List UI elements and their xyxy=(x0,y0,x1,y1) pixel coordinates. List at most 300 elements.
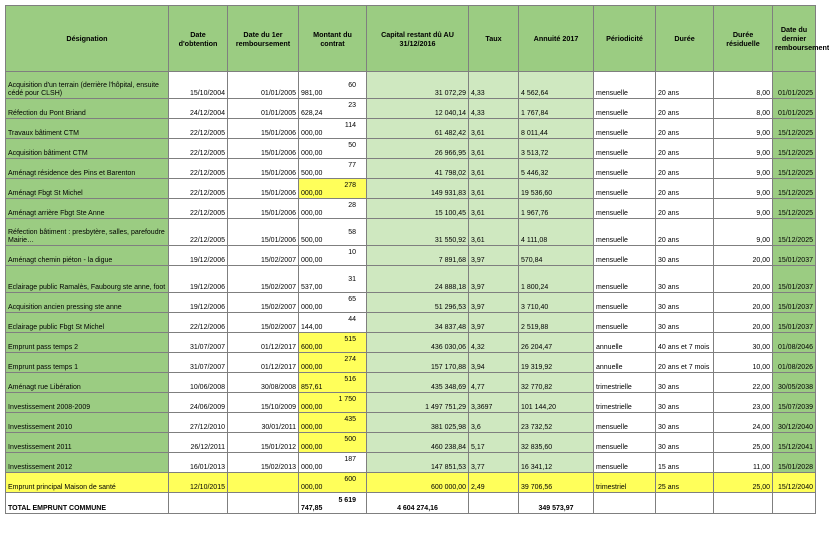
cell-dernier: 15/12/2040 xyxy=(773,473,816,493)
cell-duree-residuelle: 11,00 xyxy=(714,453,773,473)
cell-duree: 30 ans xyxy=(656,413,714,433)
cell-date-premier: 15/01/2006 xyxy=(228,199,299,219)
cell-designation: Eclairage public Ramalès, Faubourg ste anne, foot xyxy=(6,266,169,293)
montant-low: 000,00 xyxy=(301,404,323,411)
cell-annuite: 5 446,32 xyxy=(519,159,594,179)
cell-taux: 3,61 xyxy=(469,219,519,246)
cell-duree-residuelle: 9,00 xyxy=(714,179,773,199)
table-row xyxy=(6,72,816,99)
cell-date-obtention: 24/06/2009 xyxy=(169,393,228,413)
cell-montant xyxy=(299,293,367,313)
cell-capital: 31 550,92 xyxy=(367,219,469,246)
cell-date-obtention: 19/12/2006 xyxy=(169,293,228,313)
cell-designation: Aménagt chemin piéton - la digue xyxy=(6,246,169,266)
cell-periodicite: mensuelle xyxy=(594,453,656,473)
cell-designation: Acquisition d'un terrain (derrière l'hôpital, ensuite cédé pour CLSH) xyxy=(6,72,169,99)
cell-montant xyxy=(299,313,367,333)
cell-montant xyxy=(299,159,367,179)
montant-low: 000,00 xyxy=(301,190,323,197)
cell-periodicite: annuelle xyxy=(594,353,656,373)
cell-duree-residuelle: 20,00 xyxy=(714,266,773,293)
cell-dernier: 15/12/2025 xyxy=(773,119,816,139)
montant-high: 500 xyxy=(344,436,356,443)
cell-dernier: 15/07/2039 xyxy=(773,393,816,413)
cell-duree: 20 ans xyxy=(656,72,714,99)
cell-montant xyxy=(299,373,367,393)
cell-taux: 3,61 xyxy=(469,179,519,199)
cell-date-obtention: 12/10/2015 xyxy=(169,473,228,493)
cell-dernier: 30/12/2040 xyxy=(773,413,816,433)
cell-designation: Réfection bâtiment : presbytère, salles, parefoudre Mairie… xyxy=(6,219,169,246)
montant-low: 000,00 xyxy=(301,150,323,157)
cell-capital: 24 888,18 xyxy=(367,266,469,293)
cell-duree-residuelle: 25,00 xyxy=(714,473,773,493)
cell-taux: 5,17 xyxy=(469,433,519,453)
cell-annuite: 19 319,92 xyxy=(519,353,594,373)
cell-periodicite: mensuelle xyxy=(594,139,656,159)
cell-capital: 1 497 751,29 xyxy=(367,393,469,413)
total-montant-low: 747,85 xyxy=(301,505,323,512)
cell-dernier: 15/01/2037 xyxy=(773,266,816,293)
montant-low: 000,00 xyxy=(301,130,323,137)
loan-table-body xyxy=(6,72,816,514)
cell-duree: 15 ans xyxy=(656,453,714,473)
montant-low: 000,00 xyxy=(301,444,323,451)
cell-capital: 149 931,83 xyxy=(367,179,469,199)
cell-taux: 4,77 xyxy=(469,373,519,393)
cell-capital: 61 482,42 xyxy=(367,119,469,139)
cell-date-obtention: 22/12/2005 xyxy=(169,199,228,219)
cell-designation: Acquisition bâtiment CTM xyxy=(6,139,169,159)
header-date-premier: Date du 1er remboursement xyxy=(228,6,299,72)
cell-periodicite: mensuelle xyxy=(594,219,656,246)
header-dernier: Date du dernier remboursement xyxy=(773,6,816,72)
montant-low: 000,00 xyxy=(301,424,323,431)
cell-duree: 40 ans et 7 mois xyxy=(656,333,714,353)
cell-periodicite: annuelle xyxy=(594,333,656,353)
cell-designation: Investissement 2012 xyxy=(6,453,169,473)
cell-date-premier: 01/12/2017 xyxy=(228,333,299,353)
montant-high: 274 xyxy=(344,356,356,363)
cell-duree-residuelle: 20,00 xyxy=(714,246,773,266)
montant-low: 000,00 xyxy=(301,210,323,217)
cell-date-premier: 01/01/2005 xyxy=(228,72,299,99)
total-empty-5 xyxy=(469,493,519,514)
cell-periodicite: mensuelle xyxy=(594,313,656,333)
cell-annuite: 39 706,56 xyxy=(519,473,594,493)
cell-capital: 147 851,53 xyxy=(367,453,469,473)
cell-montant xyxy=(299,393,367,413)
cell-duree-residuelle: 23,00 xyxy=(714,393,773,413)
cell-duree: 20 ans xyxy=(656,199,714,219)
cell-dernier: 15/12/2025 xyxy=(773,199,816,219)
montant-low: 000,00 xyxy=(301,464,323,471)
montant-low: 628,24 xyxy=(301,110,323,117)
table-row xyxy=(6,333,816,353)
montant-high: 28 xyxy=(348,202,356,209)
header-date-obtention: Date d'obtention xyxy=(169,6,228,72)
cell-duree: 30 ans xyxy=(656,393,714,413)
cell-periodicite: mensuelle xyxy=(594,246,656,266)
cell-annuite: 16 341,12 xyxy=(519,453,594,473)
montant-high: 44 xyxy=(348,316,356,323)
montant-high: 435 xyxy=(344,416,356,423)
header-duree-residuelle: Durée résiduelle xyxy=(714,6,773,72)
cell-date-obtention: 24/12/2004 xyxy=(169,99,228,119)
cell-duree: 20 ans xyxy=(656,219,714,246)
montant-high: 60 xyxy=(348,82,356,89)
cell-taux: 3,77 xyxy=(469,453,519,473)
total-empty-7 xyxy=(594,493,656,514)
montant-low: 981,00 xyxy=(301,90,323,97)
cell-duree: 20 ans et 7 mois xyxy=(656,353,714,373)
table-row xyxy=(6,179,816,199)
cell-taux: 4,32 xyxy=(469,333,519,353)
cell-duree-residuelle: 9,00 xyxy=(714,219,773,246)
cell-duree-residuelle: 22,00 xyxy=(714,373,773,393)
cell-date-obtention: 31/07/2007 xyxy=(169,353,228,373)
cell-date-premier xyxy=(228,473,299,493)
loan-table-container xyxy=(5,5,829,514)
cell-taux: 4,33 xyxy=(469,72,519,99)
table-row xyxy=(6,293,816,313)
cell-dernier: 15/01/2037 xyxy=(773,246,816,266)
total-empty-8 xyxy=(656,493,714,514)
montant-high: 114 xyxy=(344,122,356,129)
cell-designation: Investissement 2011 xyxy=(6,433,169,453)
cell-montant xyxy=(299,473,367,493)
cell-date-obtention: 16/01/2013 xyxy=(169,453,228,473)
cell-capital: 15 100,45 xyxy=(367,199,469,219)
cell-montant xyxy=(299,179,367,199)
cell-taux: 3,94 xyxy=(469,353,519,373)
cell-date-premier: 15/01/2012 xyxy=(228,433,299,453)
cell-date-premier: 01/12/2017 xyxy=(228,353,299,373)
cell-annuite: 3 710,40 xyxy=(519,293,594,313)
cell-date-premier: 15/01/2006 xyxy=(228,139,299,159)
cell-date-premier: 01/01/2005 xyxy=(228,99,299,119)
cell-capital: 460 238,84 xyxy=(367,433,469,453)
cell-date-premier: 15/01/2006 xyxy=(228,219,299,246)
cell-annuite: 26 204,47 xyxy=(519,333,594,353)
cell-designation: Investissement 2008-2009 xyxy=(6,393,169,413)
cell-date-obtention: 22/12/2005 xyxy=(169,159,228,179)
cell-capital: 600 000,00 xyxy=(367,473,469,493)
cell-duree-residuelle: 25,00 xyxy=(714,433,773,453)
cell-annuite: 1 800,24 xyxy=(519,266,594,293)
montant-high: 50 xyxy=(348,142,356,149)
cell-montant xyxy=(299,333,367,353)
cell-annuite: 4 562,64 xyxy=(519,72,594,99)
cell-date-premier: 15/02/2013 xyxy=(228,453,299,473)
cell-duree-residuelle: 20,00 xyxy=(714,293,773,313)
cell-dernier: 01/01/2025 xyxy=(773,72,816,99)
montant-low: 000,00 xyxy=(301,257,323,264)
total-row xyxy=(6,493,816,514)
cell-date-premier: 15/02/2007 xyxy=(228,293,299,313)
table-row xyxy=(6,99,816,119)
header-annuite: Annuité 2017 xyxy=(519,6,594,72)
cell-duree-residuelle: 9,00 xyxy=(714,199,773,219)
montant-low: 500,00 xyxy=(301,170,323,177)
cell-duree-residuelle: 20,00 xyxy=(714,313,773,333)
cell-designation: Emprunt principal Maison de santé xyxy=(6,473,169,493)
cell-annuite: 1 967,76 xyxy=(519,199,594,219)
cell-duree: 30 ans xyxy=(656,373,714,393)
montant-low: 144,00 xyxy=(301,324,323,331)
table-row xyxy=(6,159,816,179)
table-row xyxy=(6,373,816,393)
cell-dernier: 15/12/2025 xyxy=(773,219,816,246)
cell-duree-residuelle: 9,00 xyxy=(714,119,773,139)
table-row xyxy=(6,219,816,246)
cell-designation: Investissement 2010 xyxy=(6,413,169,433)
cell-date-obtention: 22/12/2005 xyxy=(169,219,228,246)
cell-montant xyxy=(299,119,367,139)
cell-date-obtention: 19/12/2006 xyxy=(169,246,228,266)
cell-montant xyxy=(299,413,367,433)
table-row xyxy=(6,119,816,139)
cell-capital: 381 025,98 xyxy=(367,413,469,433)
cell-date-obtention: 27/12/2010 xyxy=(169,413,228,433)
cell-periodicite: trimestrielle xyxy=(594,373,656,393)
total-empty-2 xyxy=(228,493,299,514)
cell-duree: 20 ans xyxy=(656,159,714,179)
cell-annuite: 23 732,52 xyxy=(519,413,594,433)
cell-date-premier: 30/01/2011 xyxy=(228,413,299,433)
cell-dernier: 15/12/2025 xyxy=(773,159,816,179)
cell-taux: 2,49 xyxy=(469,473,519,493)
montant-low: 500,00 xyxy=(301,237,323,244)
table-row xyxy=(6,473,816,493)
cell-montant xyxy=(299,246,367,266)
cell-annuite: 19 536,60 xyxy=(519,179,594,199)
cell-taux: 3,6 xyxy=(469,413,519,433)
cell-taux: 3,61 xyxy=(469,119,519,139)
cell-designation: Aménagt résidence des Pins et Barenton xyxy=(6,159,169,179)
cell-periodicite: mensuelle xyxy=(594,433,656,453)
cell-date-obtention: 19/12/2006 xyxy=(169,266,228,293)
cell-date-obtention: 22/12/2005 xyxy=(169,179,228,199)
cell-capital: 51 296,53 xyxy=(367,293,469,313)
cell-date-premier: 15/02/2007 xyxy=(228,313,299,333)
loan-table xyxy=(5,5,829,514)
cell-taux: 3,97 xyxy=(469,246,519,266)
cell-periodicite: mensuelle xyxy=(594,119,656,139)
montant-high: 278 xyxy=(344,182,356,189)
cell-montant xyxy=(299,199,367,219)
cell-date-premier: 15/01/2006 xyxy=(228,119,299,139)
cell-taux: 3,3697 xyxy=(469,393,519,413)
cell-periodicite: mensuelle xyxy=(594,266,656,293)
cell-designation: Emprunt pass temps 1 xyxy=(6,353,169,373)
cell-periodicite: mensuelle xyxy=(594,199,656,219)
cell-dernier: 15/12/2041 xyxy=(773,433,816,453)
header-row xyxy=(6,6,816,72)
total-montant-high: 5 619 xyxy=(338,497,356,504)
cell-periodicite: mensuelle xyxy=(594,159,656,179)
montant-high: 1 750 xyxy=(338,396,356,403)
cell-taux: 3,61 xyxy=(469,199,519,219)
cell-annuite: 32 770,82 xyxy=(519,373,594,393)
header-capital: Capital restant dû AU 31/12/2016 xyxy=(367,6,469,72)
cell-capital: 41 798,02 xyxy=(367,159,469,179)
header-taux: Taux xyxy=(469,6,519,72)
cell-capital: 34 837,48 xyxy=(367,313,469,333)
cell-designation: Aménagt Fbgt St Michel xyxy=(6,179,169,199)
cell-annuite: 3 513,72 xyxy=(519,139,594,159)
header-montant: Montant du contrat xyxy=(299,6,367,72)
montant-low: 000,00 xyxy=(301,484,323,491)
cell-duree-residuelle: 30,00 xyxy=(714,333,773,353)
cell-capital: 435 348,69 xyxy=(367,373,469,393)
cell-designation: Aménagt arrière Fbgt Ste Anne xyxy=(6,199,169,219)
montant-low: 000,00 xyxy=(301,364,323,371)
montant-high: 58 xyxy=(348,229,356,236)
cell-capital: 26 966,95 xyxy=(367,139,469,159)
montant-high: 77 xyxy=(348,162,356,169)
cell-dernier: 15/01/2037 xyxy=(773,293,816,313)
cell-date-premier: 15/02/2007 xyxy=(228,266,299,293)
cell-annuite: 4 111,08 xyxy=(519,219,594,246)
table-row xyxy=(6,393,816,413)
cell-duree: 20 ans xyxy=(656,179,714,199)
cell-periodicite: mensuelle xyxy=(594,179,656,199)
cell-designation: Acquisition ancien pressing ste anne xyxy=(6,293,169,313)
table-row xyxy=(6,413,816,433)
cell-dernier: 15/12/2025 xyxy=(773,179,816,199)
cell-duree: 20 ans xyxy=(656,139,714,159)
montant-high: 31 xyxy=(348,276,356,283)
cell-date-premier: 15/01/2006 xyxy=(228,179,299,199)
cell-taux: 3,61 xyxy=(469,139,519,159)
cell-periodicite: trimestriel xyxy=(594,473,656,493)
cell-montant xyxy=(299,266,367,293)
cell-annuite: 1 767,84 xyxy=(519,99,594,119)
cell-periodicite: mensuelle xyxy=(594,99,656,119)
table-row xyxy=(6,353,816,373)
cell-montant xyxy=(299,139,367,159)
cell-date-obtention: 22/12/2005 xyxy=(169,139,228,159)
table-row xyxy=(6,266,816,293)
cell-capital: 436 030,06 xyxy=(367,333,469,353)
cell-date-premier: 15/10/2009 xyxy=(228,393,299,413)
cell-duree: 30 ans xyxy=(656,433,714,453)
cell-capital: 12 040,14 xyxy=(367,99,469,119)
montant-high: 10 xyxy=(348,249,356,256)
cell-designation: Travaux bâtiment CTM xyxy=(6,119,169,139)
montant-high: 516 xyxy=(344,376,356,383)
cell-dernier: 30/05/2038 xyxy=(773,373,816,393)
cell-dernier: 01/08/2046 xyxy=(773,333,816,353)
table-row xyxy=(6,246,816,266)
total-empty-10 xyxy=(773,493,816,514)
cell-annuite: 8 011,44 xyxy=(519,119,594,139)
cell-date-premier: 30/08/2008 xyxy=(228,373,299,393)
cell-duree: 20 ans xyxy=(656,119,714,139)
table-row xyxy=(6,433,816,453)
total-empty-1 xyxy=(169,493,228,514)
cell-date-obtention: 26/12/2011 xyxy=(169,433,228,453)
cell-taux: 3,61 xyxy=(469,159,519,179)
cell-montant xyxy=(299,99,367,119)
cell-duree-residuelle: 9,00 xyxy=(714,139,773,159)
cell-date-obtention: 22/12/2005 xyxy=(169,119,228,139)
table-row xyxy=(6,199,816,219)
cell-periodicite: trimestrielle xyxy=(594,393,656,413)
cell-duree-residuelle: 8,00 xyxy=(714,72,773,99)
cell-capital: 157 170,88 xyxy=(367,353,469,373)
cell-duree: 30 ans xyxy=(656,246,714,266)
cell-dernier: 15/01/2028 xyxy=(773,453,816,473)
cell-designation: Réfection du Pont Briand xyxy=(6,99,169,119)
cell-duree: 30 ans xyxy=(656,293,714,313)
cell-annuite: 32 835,60 xyxy=(519,433,594,453)
cell-designation: Aménagt rue Libération xyxy=(6,373,169,393)
cell-dernier: 15/12/2025 xyxy=(773,139,816,159)
montant-high: 515 xyxy=(344,336,356,343)
cell-date-premier: 15/01/2006 xyxy=(228,159,299,179)
cell-duree-residuelle: 9,00 xyxy=(714,159,773,179)
cell-taux: 4,33 xyxy=(469,99,519,119)
cell-periodicite: mensuelle xyxy=(594,413,656,433)
montant-high: 23 xyxy=(348,102,356,109)
montant-high: 65 xyxy=(348,296,356,303)
header-duree: Durée xyxy=(656,6,714,72)
cell-dernier: 01/08/2026 xyxy=(773,353,816,373)
cell-montant xyxy=(299,433,367,453)
table-row xyxy=(6,453,816,473)
cell-montant xyxy=(299,353,367,373)
cell-duree: 20 ans xyxy=(656,99,714,119)
cell-capital: 31 072,29 xyxy=(367,72,469,99)
cell-capital: 7 891,68 xyxy=(367,246,469,266)
cell-dernier: 01/01/2025 xyxy=(773,99,816,119)
montant-high: 600 xyxy=(344,476,356,483)
cell-duree: 25 ans xyxy=(656,473,714,493)
cell-duree: 30 ans xyxy=(656,313,714,333)
cell-montant xyxy=(299,219,367,246)
table-row xyxy=(6,313,816,333)
cell-montant xyxy=(299,72,367,99)
cell-duree-residuelle: 8,00 xyxy=(714,99,773,119)
total-annuite: 349 573,97 xyxy=(519,493,594,514)
montant-low: 537,00 xyxy=(301,284,323,291)
cell-designation: Eclairage public Fbgt St Michel xyxy=(6,313,169,333)
cell-taux: 3,97 xyxy=(469,266,519,293)
cell-duree: 30 ans xyxy=(656,266,714,293)
cell-periodicite: mensuelle xyxy=(594,293,656,313)
cell-taux: 3,97 xyxy=(469,313,519,333)
cell-date-premier: 15/02/2007 xyxy=(228,246,299,266)
cell-taux: 3,97 xyxy=(469,293,519,313)
total-montant xyxy=(299,493,367,514)
montant-low: 000,00 xyxy=(301,304,323,311)
total-label: TOTAL EMPRUNT COMMUNE xyxy=(6,493,169,514)
cell-date-obtention: 10/06/2008 xyxy=(169,373,228,393)
cell-periodicite: mensuelle xyxy=(594,72,656,99)
total-capital: 4 604 274,16 xyxy=(367,493,469,514)
montant-low: 600,00 xyxy=(301,344,323,351)
montant-high: 187 xyxy=(344,456,356,463)
cell-dernier: 15/01/2037 xyxy=(773,313,816,333)
cell-annuite: 570,84 xyxy=(519,246,594,266)
montant-low: 857,61 xyxy=(301,384,323,391)
cell-date-obtention: 15/10/2004 xyxy=(169,72,228,99)
cell-date-obtention: 31/07/2007 xyxy=(169,333,228,353)
cell-annuite: 101 144,20 xyxy=(519,393,594,413)
cell-designation: Emprunt pass temps 2 xyxy=(6,333,169,353)
